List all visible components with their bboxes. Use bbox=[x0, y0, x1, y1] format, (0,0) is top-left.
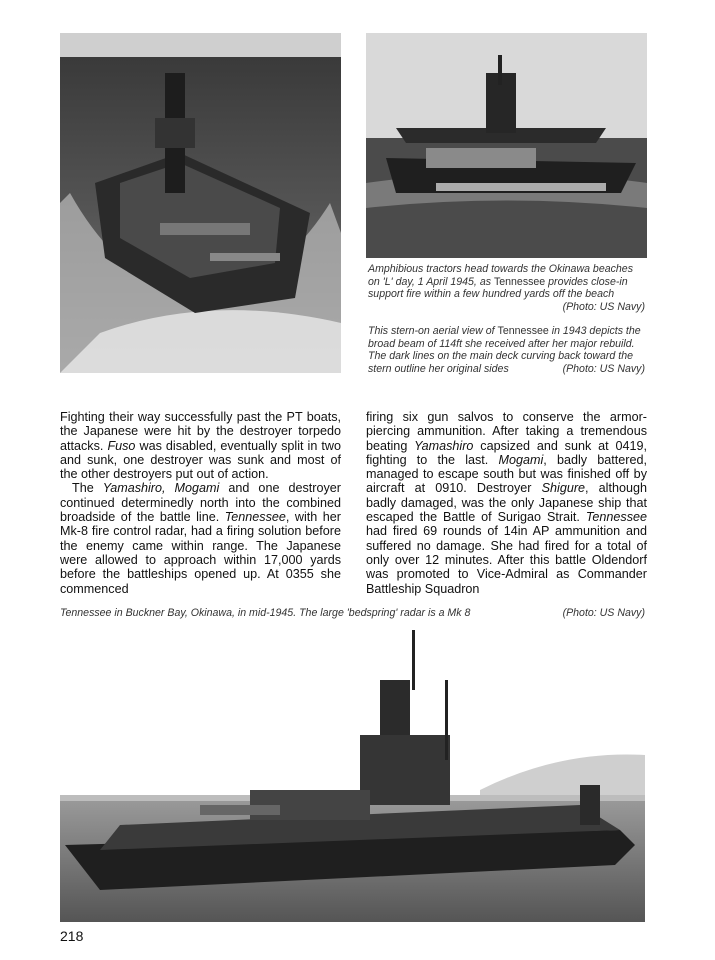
body-text: The bbox=[72, 481, 103, 496]
photo-bottom-image bbox=[60, 625, 645, 922]
caption-aerial-credit: (Photo: US Navy) bbox=[562, 362, 645, 375]
body-text: , badly battered, managed to escape south but was finished off by aircraft at 0910. Destroyer bbox=[366, 452, 647, 496]
caption-amphibious-text2: provides close-in support fire within a few hundred yards off the beach bbox=[368, 275, 628, 301]
caption-bottom-credit: (Photo: US Navy) bbox=[562, 607, 645, 619]
body-text: had fired 69 rounds of 14in AP ammunition and suffered no damage. She had fired for a total of only over 12 minutes. After this battle Oldendorf was promoted to Vice-Admiral as Commander Battleship Squadron bbox=[366, 524, 647, 596]
photo-amphibious-image bbox=[366, 33, 647, 258]
caption-amphibious-text: Amphibious tractors head towards the Okinawa beaches on 'L' day, 1 April 1945, as bbox=[368, 263, 633, 288]
caption-bottom-ship: Tennessee bbox=[60, 607, 112, 619]
ship-name: Yamashiro, Mogami bbox=[102, 481, 220, 496]
ship-name: Yamashiro bbox=[414, 438, 474, 453]
caption-amphibious bbox=[368, 263, 645, 313]
photo-amphibious-tractors bbox=[366, 33, 647, 258]
caption-aerial-text: This stern-on aerial view of bbox=[368, 325, 498, 337]
photo-aerial-stern-view bbox=[60, 33, 341, 373]
body-text: capsized and sunk at 0419, fighting to the last. bbox=[366, 438, 647, 467]
body-column-right bbox=[366, 410, 647, 596]
body-paragraph bbox=[60, 481, 341, 595]
caption-aerial bbox=[368, 325, 645, 375]
page-number: 218 bbox=[60, 928, 84, 944]
ship-name: Mogami bbox=[498, 452, 544, 467]
ship-name: Tennessee bbox=[585, 510, 647, 525]
caption-bottom bbox=[60, 607, 645, 619]
caption-amphibious-credit: (Photo: US Navy) bbox=[562, 300, 645, 313]
ship-name: Shigure bbox=[541, 481, 586, 496]
photo-tennessee-buckner-bay bbox=[60, 625, 645, 922]
body-text: Fighting their way successfully past the PT boats, the Japanese were hit by the destroyer torpedo attacks. bbox=[60, 410, 341, 453]
caption-aerial-text2: in 1943 depicts the broad beam of 114ft she received after her major rebuild. The dark lines on the main deck curving back toward the stern outline her original sides bbox=[368, 325, 641, 375]
ship-name: Tennessee bbox=[224, 510, 286, 525]
body-text: and one destroyer continued determinedly north into the combined broadside of the battle line. bbox=[60, 481, 341, 525]
caption-amphibious-ship: Tennessee bbox=[493, 275, 546, 288]
body-text: , with her Mk-8 fire control radar, had a firing solution before the enemy came within range. The Japanese were allowed to approach within 17,000 yards before the battleships opened up. At 0355 she commenced bbox=[60, 510, 341, 596]
body-text: was disabled, eventually split in two and sunk, one destroyer was sunk and most of the other destroyers put out of action. bbox=[60, 438, 341, 482]
body-column-left bbox=[60, 410, 341, 596]
body-paragraph bbox=[60, 410, 341, 481]
caption-bottom-text: in Buckner Bay, Okinawa, in mid-1945. The large 'bedspring' radar is a Mk 8 bbox=[111, 607, 471, 619]
caption-aerial-ship: Tennessee bbox=[497, 325, 549, 337]
body-paragraph bbox=[366, 410, 647, 596]
photo-aerial-image bbox=[60, 33, 341, 373]
body-text: , although badly damaged, was the only Japanese ship that escaped the Battle of Surigao Strait. bbox=[366, 481, 647, 525]
ship-name: Fuso bbox=[107, 438, 136, 453]
body-text: firing six gun salvos to conserve the armor-piercing ammunition. After taking a tremendous beating bbox=[366, 410, 647, 453]
